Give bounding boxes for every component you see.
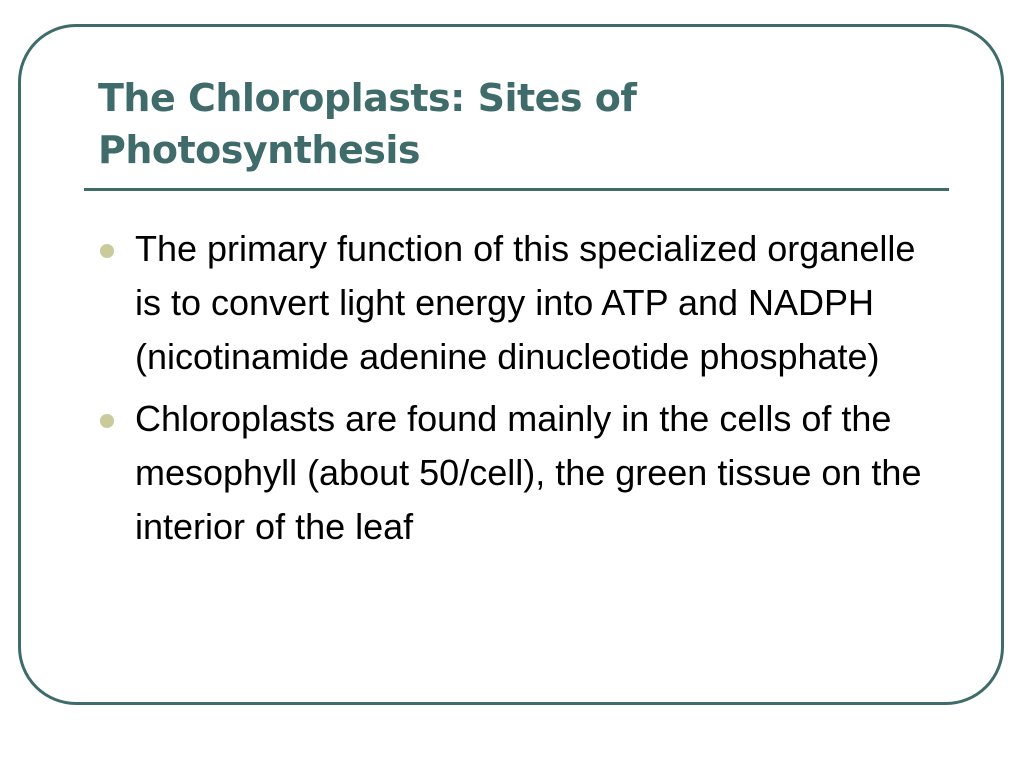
- bullet-item: [98, 222, 948, 384]
- bullet-dot-icon: [100, 414, 114, 428]
- bullet-item: [98, 392, 948, 554]
- slide-title: The Chloroplasts: Sites of Photosynthesis: [98, 76, 637, 172]
- bullet-list: [98, 222, 948, 562]
- bullet-dot-icon: [100, 244, 114, 258]
- title-divider: [84, 188, 949, 191]
- bullet-text: Chloroplasts are found mainly in the cells of the mesophyll (about 50/cell), the green tissue on the interior of the leaf: [135, 398, 922, 547]
- bullet-text: The primary function of this specialized organelle is to convert light energy into ATP and NADPH (nicotinamide adenine dinucleotide phosphate): [135, 228, 916, 377]
